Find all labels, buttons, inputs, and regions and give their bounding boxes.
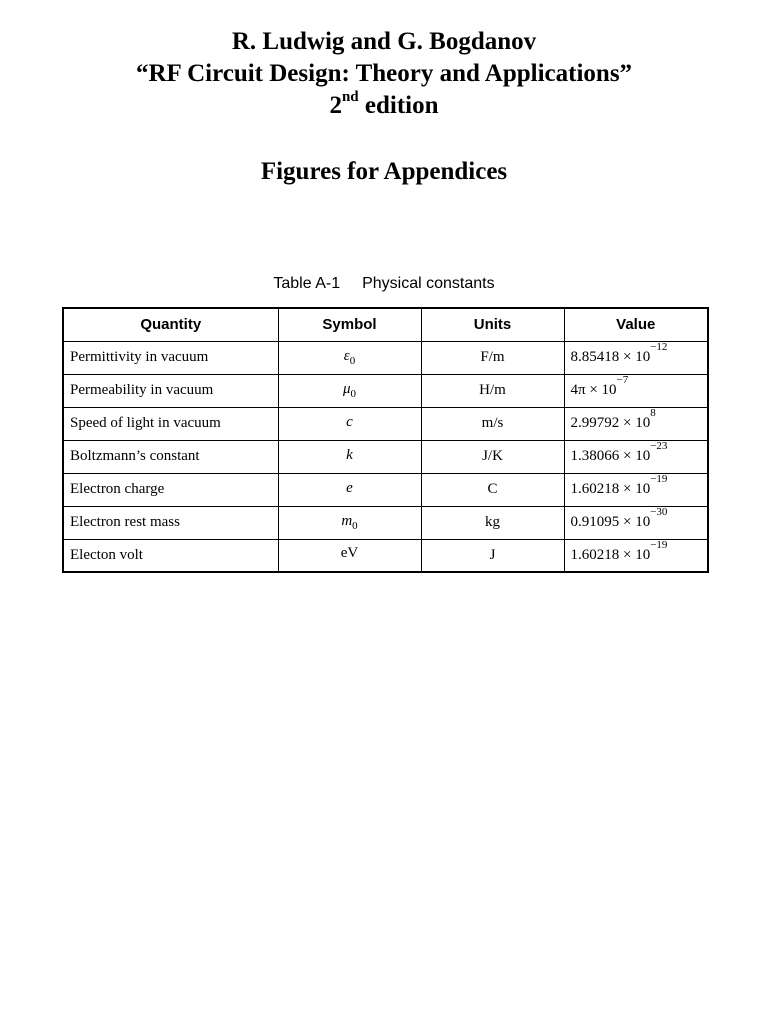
quantity-cell: Permittivity in vacuum [63,341,278,374]
column-header-quantity: Quantity [63,308,278,341]
table-row [63,440,708,473]
symbol-subscript: 0 [350,388,357,400]
symbol-glyph: eV [340,545,359,562]
column-header-symbol: Symbol [278,308,421,341]
edition-number: 2 [329,92,342,119]
units-cell: m/s [421,407,564,440]
value-cell [564,374,708,407]
quantity-cell: Electron rest mass [63,506,278,539]
value-mantissa: 8.85418 × 10 [570,349,651,365]
value-mantissa: 1.60218 × 10 [570,546,651,563]
table-row [63,473,708,506]
symbol-glyph: m [341,513,353,529]
quantity-cell: Permeability in vacuum [63,374,278,407]
symbol-cell [278,506,421,539]
document-title-block [0,26,768,122]
quantity-cell: Electron charge [63,473,278,506]
table-row [63,374,708,407]
value-exponent: −12 [650,341,668,353]
value-exponent: −23 [650,440,668,452]
value-mantissa: 0.91095 × 10 [570,514,651,530]
column-header-units: Units [421,308,564,341]
book-title-line: “RF Circuit Design: Theory and Applications” [135,60,633,87]
edition-line [0,90,768,122]
value-mantissa: 2.99792 × 10 [570,415,651,431]
value-cell [564,506,708,539]
units-cell: J [421,539,564,572]
units-cell: kg [421,506,564,539]
table-label: Table A-1 [273,275,341,292]
units-cell: C [421,473,564,506]
units-cell: H/m [421,374,564,407]
symbol-cell [278,407,421,440]
quantity-cell: Speed of light in vacuum [63,407,278,440]
symbol-subscript: 0 [352,520,358,532]
symbol-cell [278,473,421,506]
symbol-subscript: 0 [349,355,356,367]
symbol-cell [278,440,421,473]
units-cell: J/K [421,440,564,473]
value-cell [564,539,708,572]
value-cell [564,407,708,440]
table-row [63,407,708,440]
table-caption [0,274,768,294]
quantity-cell: Boltzmann’s constant [63,440,278,473]
quantity-cell: Electon volt [63,539,278,572]
value-cell [564,440,708,473]
units-cell: F/m [421,341,564,374]
value-mantissa: 1.60218 × 10 [570,481,651,497]
symbol-glyph: ε [343,348,350,364]
value-exponent: −19 [650,473,668,485]
value-mantissa: 4π × 10 [570,382,617,398]
column-header-value: Value [564,308,708,341]
edition-ordinal-suffix: nd [341,88,359,105]
table-header-row [63,308,708,341]
section-title: Figures for Appendices [260,158,508,185]
symbol-glyph: k [346,447,353,463]
value-mantissa: 1.38066 × 10 [570,448,651,464]
edition-word: edition [358,92,439,119]
authors-line: R. Ludwig and G. Bogdanov [231,28,537,55]
symbol-cell [278,539,421,572]
symbol-glyph: e [346,480,353,496]
symbol-cell [278,374,421,407]
value-exponent: 8 [650,407,656,419]
symbol-cell [278,341,421,374]
physical-constants-table [62,307,709,573]
table-row [63,341,708,374]
value-cell [564,341,708,374]
value-exponent: −19 [650,538,668,551]
value-exponent: −30 [650,506,668,518]
value-exponent: −7 [616,374,629,386]
table-row [63,539,708,572]
value-cell [564,473,708,506]
table-row [63,506,708,539]
symbol-glyph: c [346,414,353,430]
table-caption-text: Physical constants [362,275,495,292]
symbol-glyph: μ [342,381,351,397]
